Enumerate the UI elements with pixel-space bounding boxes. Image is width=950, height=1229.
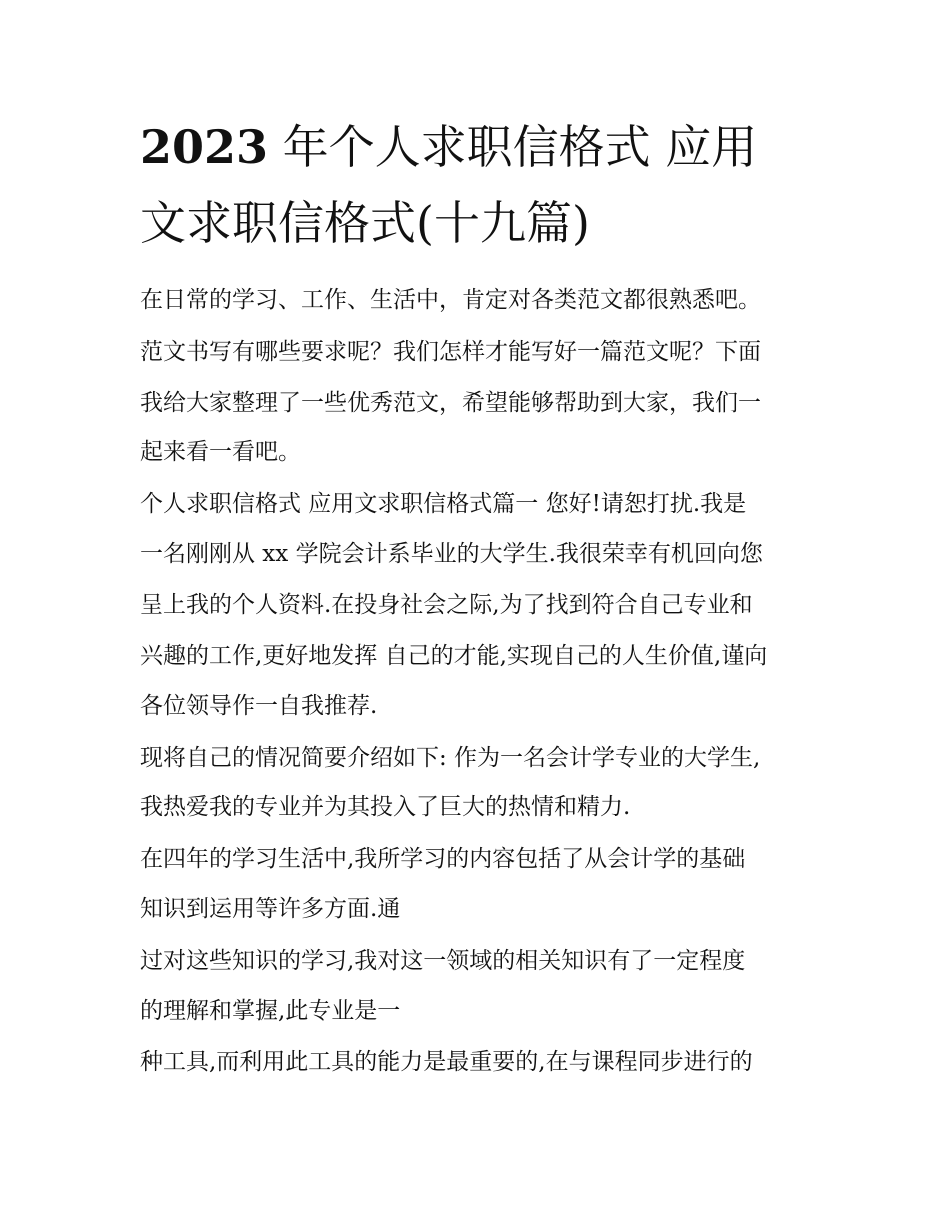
- title-text-1: 年个人求职信格式 应用: [268, 120, 758, 174]
- text-line: 在四年的学习生活中,我所学习的内容包括了从会计学的基础: [140, 846, 746, 872]
- text-line: 的理解和掌握,此专业是一: [140, 998, 401, 1024]
- text-line: 种工具,而利用此工具的能力是最重要的,在与课程同步进行的: [140, 1049, 753, 1075]
- text-line: 兴趣的工作,更好地发挥 自己的才能,实现自己的人生价值,谨向: [140, 643, 768, 669]
- text-line: 我给大家整理了一些优秀范文，希望能够帮助到大家，我们一: [140, 390, 761, 416]
- text-line: 呈上我的个人资料.在投身社会之际,为了找到符合自己专业和: [140, 592, 753, 618]
- text-line: 过对这些知识的学习,我对这一领域的相关知识有了一定程度: [140, 948, 746, 974]
- text-line: 一名刚刚从 xx 学院会计系毕业的大学生.我很荣幸有机回向您: [140, 541, 763, 567]
- text-line: 知识到运用等许多方面.通: [140, 896, 401, 922]
- text-line: 我热爱我的专业并为其投入了巨大的热情和精力.: [140, 794, 631, 820]
- text-line: 范文书写有哪些要求呢？我们怎样才能写好一篇范文呢？下面: [140, 339, 761, 365]
- text-line: 个人求职信格式 应用文求职信格式篇一 您好!请恕打扰.我是: [140, 491, 747, 517]
- text-line: 现将自己的情况简要介绍如下: 作为一名会计学专业的大学生,: [140, 745, 761, 771]
- document-title-line-2: 文求职信格式(十九篇): [140, 196, 590, 250]
- title-year: 2023: [140, 120, 269, 174]
- document-title-line-1: [140, 120, 820, 174]
- text-line: 起来看一看吧。: [140, 439, 301, 465]
- text-line: 在日常的学习、工作、生活中，肯定对各类范文都很熟悉吧。: [140, 287, 761, 313]
- text-line: 各位领导作一自我推荐.: [140, 693, 378, 719]
